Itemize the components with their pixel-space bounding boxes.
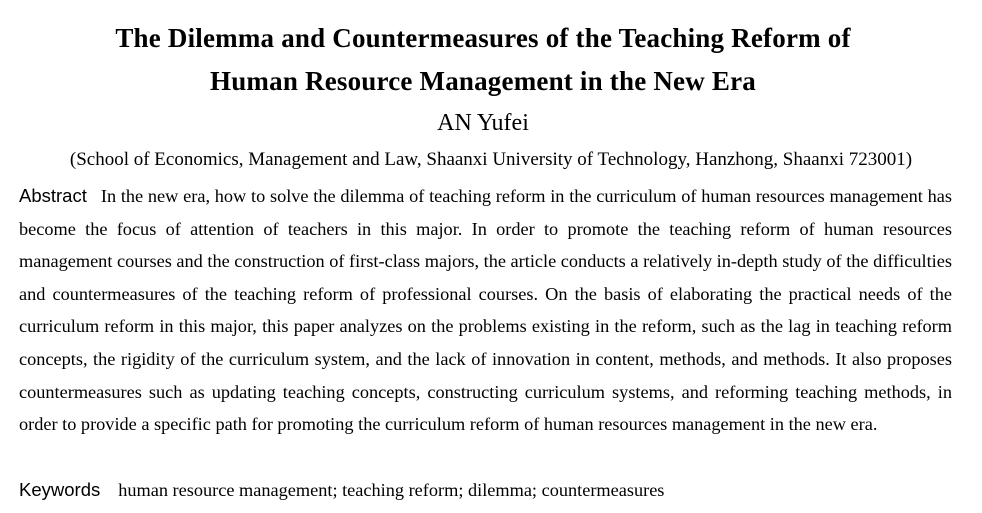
keywords-text: human resource management; teaching reform; dilemma; countermeasures bbox=[118, 480, 665, 500]
abstract-paragraph bbox=[19, 180, 952, 441]
author-name: AN Yufei bbox=[437, 110, 529, 136]
affiliation: (School of Economics, Management and Law, Shaanxi University of Technology, Hanzhong, Shaanxi 723001) bbox=[69, 149, 913, 170]
paper-title-line-2: Human Resource Management in the New Era bbox=[210, 66, 756, 96]
paper-title-line-1: The Dilemma and Countermeasures of the Teaching Reform of bbox=[115, 23, 851, 53]
abstract-label: Abstract bbox=[19, 185, 87, 206]
keywords-line bbox=[19, 476, 952, 504]
keywords-label: Keywords bbox=[19, 479, 101, 500]
abstract-text: In the new era, how to solve the dilemma of teaching reform in the curriculum of human resources management has become the focus of attention of teachers in this major. In order to promote the teaching reform of human resources management courses and the construction of first-class majors, the article conducts a relatively in-depth study of the difficulties and countermeasures of the teaching reform of professional courses. On the basis of elaborating the practical needs of the curriculum reform in this major, this paper analyzes on the problems existing in the reform, such as the lag in teaching reform concepts, the rigidity of the curriculum system, and the lack of innovation in content, methods, and methods. It also proposes countermeasures such as updating teaching concepts, constructing curriculum systems, and reforming teaching methods, in order to provide a specific path for promoting the curriculum reform of human resources management in the new era. bbox=[19, 186, 952, 435]
